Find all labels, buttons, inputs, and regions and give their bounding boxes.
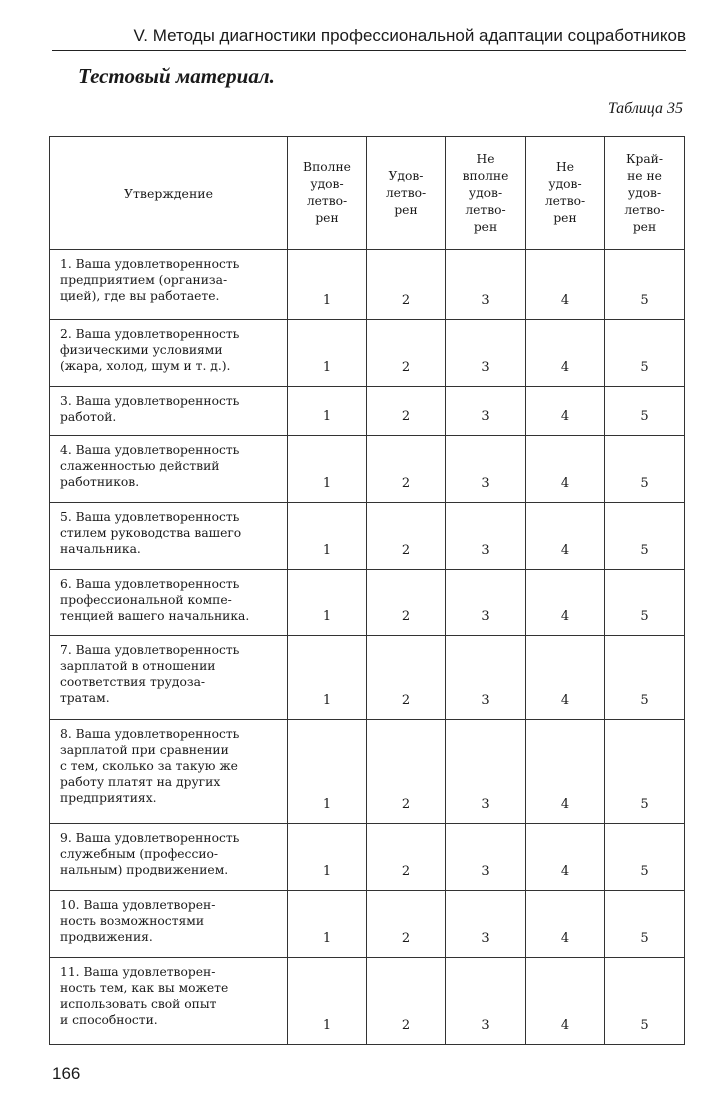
statement-cell: 9. Ваша удовлетворенность служебным (профессио- нальным) продвижением. bbox=[50, 824, 288, 891]
rating-cell: 4 bbox=[526, 503, 605, 570]
table-row bbox=[50, 824, 685, 891]
table-row bbox=[50, 720, 685, 824]
rating-cell: 1 bbox=[288, 320, 367, 387]
rating-cell: 3 bbox=[446, 958, 526, 1045]
rating-cell: 2 bbox=[367, 503, 446, 570]
statement-cell: 10. Ваша удовлетворен- ность возможностями продвижения. bbox=[50, 891, 288, 958]
rating-cell: 1 bbox=[288, 891, 367, 958]
rating-cell: 1 bbox=[288, 503, 367, 570]
statement-cell: 7. Ваша удовлетворенность зарплатой в отношении соответствия трудоза- тратам. bbox=[50, 636, 288, 720]
table-row bbox=[50, 387, 685, 436]
table-row bbox=[50, 503, 685, 570]
rating-cell: 3 bbox=[446, 320, 526, 387]
rating-cell: 5 bbox=[605, 891, 685, 958]
rating-cell: 4 bbox=[526, 891, 605, 958]
rating-cell: 3 bbox=[446, 387, 526, 436]
rating-cell: 3 bbox=[446, 891, 526, 958]
column-header-not-satisfied: Не удов- летво- рен bbox=[526, 137, 605, 250]
table-caption: Таблица 35 bbox=[607, 100, 683, 117]
rating-cell: 2 bbox=[367, 250, 446, 320]
rating-cell: 2 bbox=[367, 436, 446, 503]
rating-cell: 2 bbox=[367, 824, 446, 891]
rating-cell: 1 bbox=[288, 387, 367, 436]
rating-cell: 3 bbox=[446, 503, 526, 570]
table-row bbox=[50, 636, 685, 720]
rating-cell: 4 bbox=[526, 824, 605, 891]
rating-cell: 1 bbox=[288, 636, 367, 720]
rating-cell: 5 bbox=[605, 720, 685, 824]
rating-cell: 2 bbox=[367, 387, 446, 436]
rating-cell: 2 bbox=[367, 636, 446, 720]
rating-cell: 1 bbox=[288, 570, 367, 636]
rating-cell: 4 bbox=[526, 636, 605, 720]
rating-cell: 5 bbox=[605, 570, 685, 636]
rating-cell: 1 bbox=[288, 436, 367, 503]
rating-cell: 3 bbox=[446, 636, 526, 720]
statement-cell: 4. Ваша удовлетворенность слаженностью действий работников. bbox=[50, 436, 288, 503]
table-row bbox=[50, 436, 685, 503]
rating-cell: 4 bbox=[526, 570, 605, 636]
statement-cell: 8. Ваша удовлетворенность зарплатой при сравнении с тем, сколько за такую же работу платят на других предприятиях. bbox=[50, 720, 288, 824]
rating-cell: 4 bbox=[526, 958, 605, 1045]
table-header-row bbox=[50, 137, 685, 250]
rating-cell: 2 bbox=[367, 958, 446, 1045]
column-header-fully-satisfied: Вполне удов- летво- рен bbox=[288, 137, 367, 250]
rating-cell: 3 bbox=[446, 436, 526, 503]
statement-cell: 11. Ваша удовлетворен- ность тем, как вы можете использовать свой опыт и способности. bbox=[50, 958, 288, 1045]
rating-cell: 4 bbox=[526, 436, 605, 503]
rating-cell: 4 bbox=[526, 250, 605, 320]
running-title: V. Методы диагностики профессиональной адаптации соцработников bbox=[52, 24, 686, 51]
rating-cell: 5 bbox=[605, 320, 685, 387]
rating-cell: 1 bbox=[288, 824, 367, 891]
rating-cell: 2 bbox=[367, 570, 446, 636]
rating-cell: 4 bbox=[526, 320, 605, 387]
section-title: Тестовый материал. bbox=[78, 64, 275, 88]
statement-cell: 1. Ваша удовлетворенность предприятием (организа- цией), где вы работаете. bbox=[50, 250, 288, 320]
rating-cell: 3 bbox=[446, 824, 526, 891]
rating-cell: 5 bbox=[605, 436, 685, 503]
rating-cell: 5 bbox=[605, 958, 685, 1045]
rating-cell: 4 bbox=[526, 720, 605, 824]
rating-cell: 3 bbox=[446, 250, 526, 320]
table-row bbox=[50, 958, 685, 1045]
rating-cell: 5 bbox=[605, 387, 685, 436]
rating-cell: 5 bbox=[605, 636, 685, 720]
rating-cell: 4 bbox=[526, 387, 605, 436]
column-header-satisfied: Удов- летво- рен bbox=[367, 137, 446, 250]
rating-cell: 1 bbox=[288, 958, 367, 1045]
table-row bbox=[50, 320, 685, 387]
statement-cell: 6. Ваша удовлетворенность профессиональной компе- тенцией вашего начальника. bbox=[50, 570, 288, 636]
rating-cell: 1 bbox=[288, 250, 367, 320]
statement-cell: 2. Ваша удовлетворенность физическими условиями (жара, холод, шум и т. д.). bbox=[50, 320, 288, 387]
column-header-statement: Утверждение bbox=[50, 137, 288, 250]
survey-table bbox=[49, 136, 685, 1045]
statement-cell: 3. Ваша удовлетворенность работой. bbox=[50, 387, 288, 436]
table-row bbox=[50, 250, 685, 320]
column-header-extremely-not-satisfied: Край- не не удов- летво- рен bbox=[605, 137, 685, 250]
statement-cell: 5. Ваша удовлетворенность стилем руководства вашего начальника. bbox=[50, 503, 288, 570]
table-row bbox=[50, 570, 685, 636]
rating-cell: 2 bbox=[367, 720, 446, 824]
rating-cell: 5 bbox=[605, 250, 685, 320]
rating-cell: 5 bbox=[605, 824, 685, 891]
rating-cell: 5 bbox=[605, 503, 685, 570]
rating-cell: 2 bbox=[367, 320, 446, 387]
rating-cell: 3 bbox=[446, 570, 526, 636]
table-row bbox=[50, 891, 685, 958]
page-number: 166 bbox=[52, 1064, 81, 1083]
column-header-not-fully-satisfied: Не вполне удов- летво- рен bbox=[446, 137, 526, 250]
rating-cell: 2 bbox=[367, 891, 446, 958]
rating-cell: 3 bbox=[446, 720, 526, 824]
rating-cell: 1 bbox=[288, 720, 367, 824]
